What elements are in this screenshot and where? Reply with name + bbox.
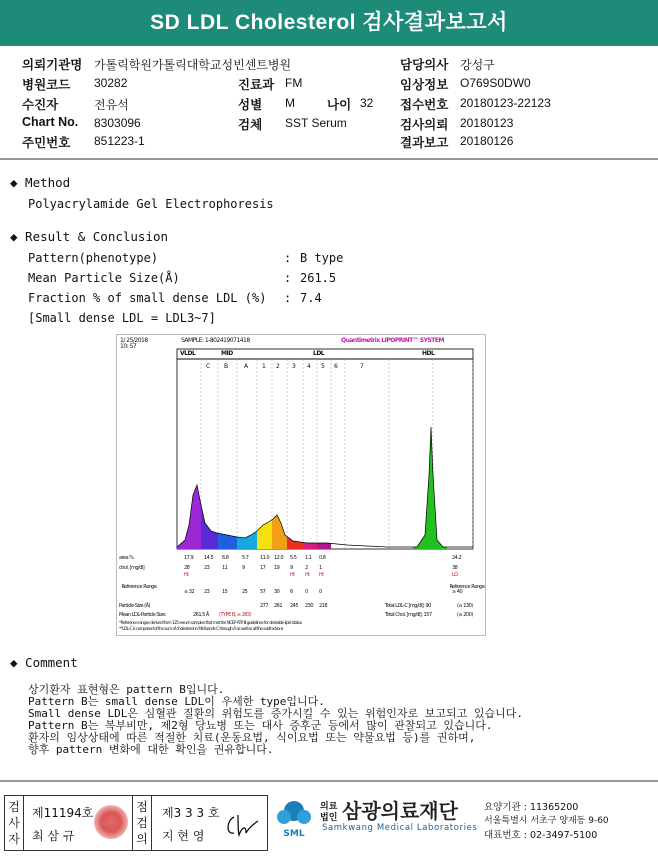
flags-value: LO [452,572,458,578]
age-label: 나이 [327,98,352,112]
area-value: 1.1 [305,555,312,561]
chol-value: 9 [242,565,245,571]
psize-value: 277 [260,603,269,609]
patient-value: 전유석 [94,98,129,112]
id-label: 주민번호 [22,136,71,150]
patient-info [0,50,658,150]
specimen-label: 검체 [238,118,263,132]
mid-label: MID [221,350,233,357]
chol-value: 19 [274,565,280,571]
band-label: 6 [334,363,338,370]
code-value: 30282 [94,76,128,90]
chart-brand: Quantimetrix LIPOPRINT™ SYSTEM [341,337,444,344]
band-label: B [224,363,228,370]
band-label: 2 [276,363,280,370]
comment-line: 향후 pattern 변화에 대한 확인을 권유합니다. [28,743,274,756]
checker-signature-icon [224,813,262,839]
psize-value: 230 [305,603,314,609]
request-label: 검사의뢰 [400,118,449,132]
chart-areas [177,427,447,549]
ref-value: 6 [290,589,293,595]
comment-heading: ◆ Comment [10,655,78,670]
psize-value: 218 [319,603,328,609]
lipoprint-svg [117,335,487,637]
chart-no-value: 8303096 [94,116,141,130]
institution-code: 요양기관 : 11365200 [484,802,579,813]
dept-label: 진료과 [238,78,275,92]
ref-value: 0 [305,589,308,595]
tester-seal-icon [94,805,128,839]
specimen-value: SST Serum [285,116,347,130]
flags-value: HI [319,572,324,578]
ref-value: 25 [242,589,248,595]
area-value: 11.0 [260,555,270,561]
band-label: A [244,363,248,370]
code-label: 병원코드 [22,78,71,92]
chol-value: 2 [305,565,308,571]
tester-label: 검사자 [8,800,20,846]
vldl-label: VLDL [180,350,196,357]
flags-value: HI [305,572,310,578]
comment-line: Pattern B는 복부비만, 제2형 당뇨병 또는 대사 증후군 등에서 많이 관찰되고 있습니다. [28,719,493,732]
ref-row-label-right: Reference Range [449,584,485,590]
band-label: 1 [262,363,266,370]
request-value: 20180123 [460,116,514,130]
size-value: 261.5 [300,271,337,285]
band-area [317,543,331,549]
sdldl-note: [Small dense LDL = LDL3~7] [28,311,216,325]
checker-number: 제3 3 3 호 [162,806,220,820]
hdl-label: HDL [422,350,435,357]
chart-footnote-1: *Reference ranges derived from 125 serum samples that met the NCEP ATP III guidelines for desirable lipid status [119,620,302,625]
total-chol-ref: (≤ 200) [457,612,473,618]
band-label: 5 [321,363,325,370]
ref-value: 23 [204,589,210,595]
sex-label: 성별 [238,98,263,112]
method-heading: ◆ Method [10,175,71,190]
comment-line: Pattern B는 small dense LDL이 우세한 type입니다. [28,695,325,708]
area-value: 5.5 [290,555,297,561]
ref-value: 0 [319,589,322,595]
chart-no-label: Chart No. [22,115,79,129]
divider-bottom [0,780,658,782]
hospital-value: 가톨릭학원가톨릭대학교성빈센트병원 [94,58,292,72]
accept-value: 20180123-22123 [460,96,551,110]
ref-value: 30 [274,589,280,595]
ref-value: 57 [260,589,266,595]
area-value: 0.8 [319,555,326,561]
chol-row-label: chol. [mg/dl] [119,565,145,571]
chart-sample: SAMPLE: 1-802419071418 [181,337,250,344]
psize-value: 245 [290,603,299,609]
method-text: Polyacrylamide Gel Electrophoresis [28,197,274,211]
band-area [218,533,237,549]
band-area [303,542,317,549]
tester-number: 제11194호 [32,806,94,820]
psize-value: 261 [274,603,283,609]
area-value: 17.9 [184,555,194,561]
chart-time: 10: 57 [120,343,137,350]
fraction-value: 7.4 [300,291,322,305]
sml-logo-icon [272,797,316,839]
accept-label: 접수번호 [400,98,449,112]
ldl-label: LDL [313,350,325,357]
size-colon: : [284,271,292,285]
chol-value: 9 [290,565,293,571]
ref-row-label: Reference Range [121,584,157,590]
checker-name: 지 현 영 [162,829,205,843]
org-name: 삼광의료재단 [342,799,458,823]
band-area [201,505,218,549]
ref-value: 15 [222,589,228,595]
patient-label: 수진자 [22,98,59,112]
band-area [177,485,201,549]
band-label: 3 [292,363,296,370]
mean-value: 261.5 Å [193,612,209,618]
flags-value: HI [290,572,295,578]
ref-value: ≥ 40 [452,589,463,595]
comment-line: 환자의 임상상태에 따른 적절한 치료(운동요법, 식이요법 또는 약물요법 등)를 권하며, [28,731,476,744]
psize-row-label: Particle-Size (Å) [119,603,150,609]
pattern-colon: : [284,251,292,265]
total-ldl: Total LDL-C [mg/dl]: 90 [385,603,431,609]
tester-name: 최 삼 규 [32,829,75,843]
age-value: 32 [360,96,374,110]
area-value: 12.0 [274,555,284,561]
id-value: 851223-1 [94,134,145,148]
band-label: 4 [307,363,311,370]
phone: 대표번호 : 02-3497-5100 [484,830,598,841]
mean-type: (TYPE B, ≤ 265) [219,612,252,618]
org-small-1: 의료 [320,802,338,812]
org-small-2: 법인 [320,813,338,823]
doctor-value: 강성구 [460,58,495,72]
size-label: Mean Particle Size(Å) [28,271,180,285]
chol-value: 38 [452,565,458,571]
checker-label: 점검의 [136,800,148,846]
report-date-value: 20180126 [460,134,514,148]
pattern-label: Pattern(phenotype) [28,251,159,265]
footer [0,795,658,855]
chol-value: 1 [319,565,322,571]
area-value: 14.5 [204,555,214,561]
report-date-label: 결과보고 [400,136,449,150]
area-value: 6.8 [222,555,229,561]
area-row-label: area % [119,555,134,561]
area-value: 5.7 [242,555,249,561]
band-label: C [206,363,210,370]
sex-value: M [285,96,295,110]
band-area [237,531,257,549]
result-heading: ◆ Result & Conclusion [10,229,169,244]
report-title: SD LDL Cholesterol 검사결과보고서 [0,0,658,46]
pattern-value: B type [300,251,344,265]
chol-value: 11 [222,565,228,571]
clinical-label: 임상정보 [400,78,449,92]
comment-line: 상기환자 표현형은 pattern B입니다. [28,683,225,696]
flags-value: HI [184,572,189,578]
comment-line: Small dense LDL은 심혈관 질환의 위험도를 증가시킬 수 있는 위험인자로 보고되고 있습니다. [28,707,523,720]
chart-date: 1/ 25/2018 [120,337,148,344]
divider-top [0,158,658,160]
chol-value: 28 [184,565,190,571]
fraction-label: Fraction % of small dense LDL (%) [28,291,267,305]
hospital-label: 의뢰기관명 [22,58,83,72]
chart-footnote-2: **LDL-C is comprised of the sum of cholesterol in Mid bands C through A as well as all the subfractions [119,626,283,631]
band-label: 7 [360,363,364,370]
logo-text: SML [283,829,305,839]
doctor-label: 담당의사 [400,58,449,72]
total-chol: Total Chol. [mg/dl]: 157 [385,612,432,618]
chol-value: 17 [260,565,266,571]
fraction-colon: : [284,291,292,305]
mean-label: Mean LDL-Particle Size: [119,612,166,618]
dept-value: FM [285,76,303,90]
chol-value: 23 [204,565,210,571]
lipoprint-chart [116,334,486,636]
clinical-value: O769S0DW0 [460,76,531,90]
ref-value: ≤ 32 [184,589,195,595]
area-value: 24.2 [452,555,462,561]
org-english: Samkwang Medical Laboratories [322,823,478,833]
address: 서울특별시 서초구 양재동 9-60 [484,816,609,826]
total-ldl-ref: (≤ 130) [457,603,473,609]
